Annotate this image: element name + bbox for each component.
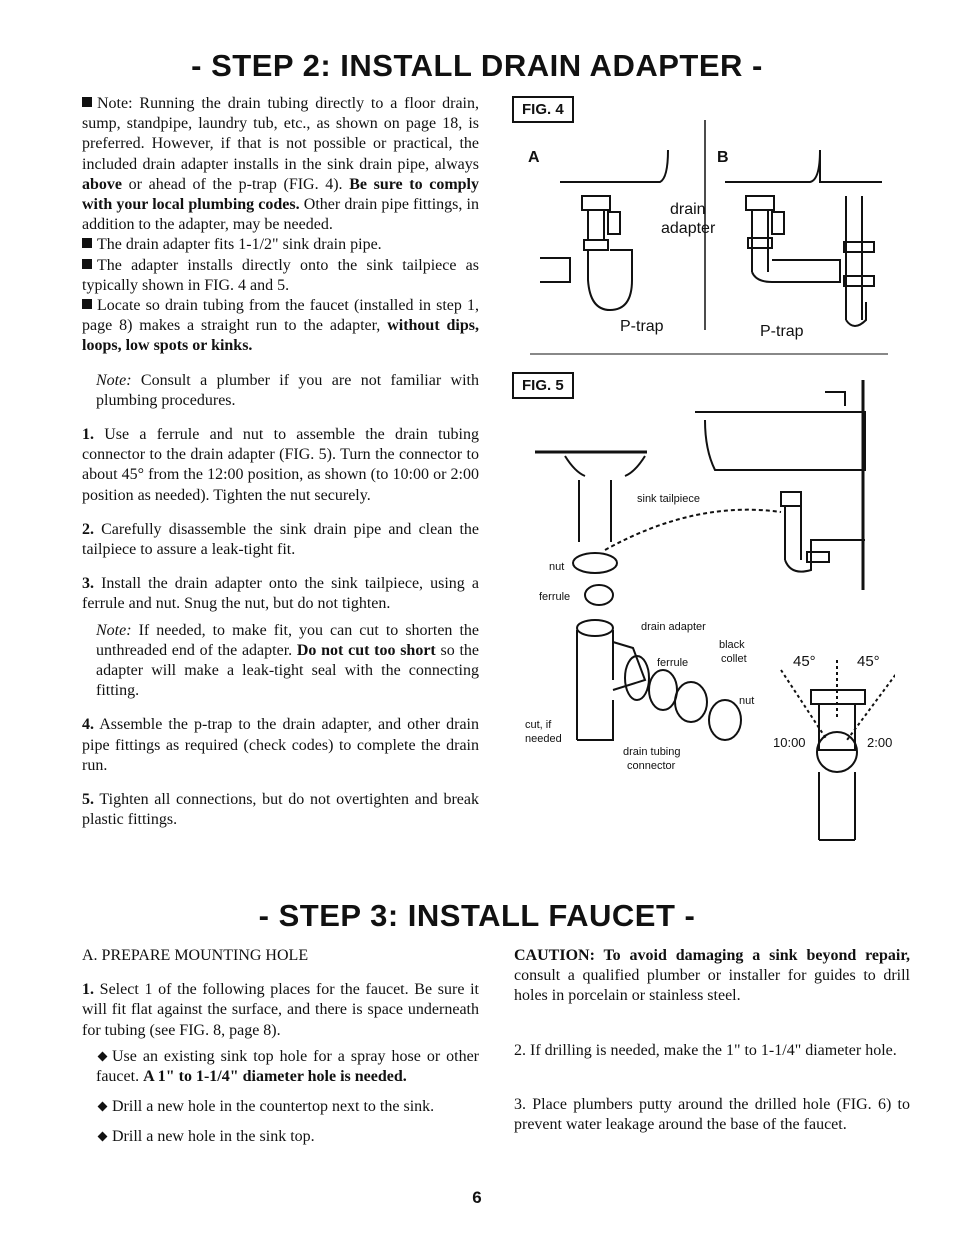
caution-paragraph: CAUTION: To avoid damaging a sink beyond repair, consult a qualified plumber or installer for guides to drill holes in porcelain or stainless steel. xyxy=(514,947,910,1005)
fig5-ten: 10:00 xyxy=(773,735,806,750)
fig4-label: FIG. 4 xyxy=(512,96,574,123)
bullet-installs: The adapter installs directly onto the sink tailpiece as typically shown in FIG. 4 and 5. xyxy=(82,256,479,294)
fig5-two: 2:00 xyxy=(867,735,893,750)
fig4-ptrap-a-label: P-trap xyxy=(620,318,664,335)
fig5-nut xyxy=(573,553,617,573)
fig5-needed-label: needed xyxy=(525,733,562,745)
note-paragraph: Note: Running the drain tubing directly to a floor drain, sump, standpipe, laundry tub, etc., as shown on page 18, is preferred. However, if that is not possible or practical, the included drain adapter installs in the sink drain pipe, always above or ahead of the p-trap (FIG. 4). Be sure to comply with your local plumbing codes. Other drain pipe fittings, in addition to the adapter, may be needed. xyxy=(82,95,479,234)
fig5-deg-right: 45° xyxy=(857,653,880,670)
step3-item-3: 3. Place plumbers putty around the drilled hole (FIG. 6) to prevent water leakage around the base of the faucet. xyxy=(514,1095,910,1134)
step3-title: - STEP 3: INSTALL FAUCET - xyxy=(258,898,696,933)
fig5-ferrule xyxy=(585,585,613,605)
fig5-sink-bowl xyxy=(695,412,865,470)
bullet-square xyxy=(82,97,92,107)
fig4-ptrap-b-label: P-trap xyxy=(760,323,804,340)
fig5-black-label: black xyxy=(719,639,745,651)
fig5-nut2-label: nut xyxy=(739,695,755,707)
option-sink-top: Drill a new hole in the sink top. xyxy=(82,1127,479,1147)
fig5-ferrule2-label: ferrule xyxy=(657,657,689,669)
fig5-faucet xyxy=(825,392,845,406)
fig4a-sink-bottom xyxy=(560,150,668,182)
page-number: 6 xyxy=(472,1188,482,1207)
step3-item-2: 2. If drilling is needed, make the 1" to 1-1/4" diameter hole. xyxy=(514,1041,897,1059)
step2-title: - STEP 2: INSTALL DRAIN ADAPTER - xyxy=(191,48,763,83)
fig5-drain-adapter-label: drain adapter xyxy=(641,621,706,633)
prepare-mounting-heading: A. PREPARE MOUNTING HOLE xyxy=(82,947,309,964)
fig4a-adapter-side xyxy=(608,212,620,234)
step2-item-5: 5. Tighten all connections, but do not overtighten and break plastic fittings. xyxy=(82,791,479,829)
step2-item-1: 1. Use a ferrule and nut to assemble the drain tubing connector to the drain adapter (FIG. 5). Turn the connector to about 45° from the 12:00 position, as shown (to 10:00 or 2:00 position as needed). Tighten the nut securely. xyxy=(82,426,479,504)
fig4-a-label: A xyxy=(528,149,540,166)
fig5-cut-label: cut, if xyxy=(525,719,552,731)
step2-item-2: 2. Carefully disassemble the sink drain pipe and clean the tailpiece to assure a leak-tight fit. xyxy=(82,520,479,559)
step3-item-1: 1. Select 1 of the following places for the faucet. Be sure it will fit flat against the surface, and there is space underneath for tubing (see FIG. 8, page 8). xyxy=(82,981,479,1039)
fig4b-sink-bottom xyxy=(725,150,882,182)
diamond-bullet-icon xyxy=(98,1051,108,1061)
step3-left-column xyxy=(82,946,479,1148)
option-countertop: Drill a new hole in the countertop next to the sink. xyxy=(82,1097,479,1117)
fig4-adapter-label: adapter xyxy=(661,220,716,237)
fig5-connector-label: connector xyxy=(627,760,676,772)
diamond-bullet-icon xyxy=(98,1102,108,1112)
fig4b-nut xyxy=(746,196,774,210)
fig5-diagram xyxy=(515,380,895,850)
diamond-bullet-icon xyxy=(98,1132,108,1142)
fig5-collet-label: collet xyxy=(721,653,747,665)
plumber-note: Note: Consult a plumber if you are not familiar with plumbing procedures. xyxy=(96,371,479,409)
cut-note: Note: If needed, to make fit, you can cut to shorten the unthreaded end of the adapter. Do not cut too short so the adapter will make a leak-tight seal with the connecting fitting. xyxy=(96,621,479,700)
fig5-ferrule-label: ferrule xyxy=(539,591,571,603)
fig5-deg-left: 45° xyxy=(793,653,816,670)
step2-item-4: 4. Assemble the p-trap to the drain adapter, and other drain pipe fittings as required (check codes) to complete the drain run. xyxy=(82,716,479,774)
fig5-drain-tubing-label: drain tubing xyxy=(623,746,681,758)
fig4-b-label: B xyxy=(717,149,729,166)
fig5-nut-label: nut xyxy=(549,561,565,573)
fig4-diagram xyxy=(510,120,890,360)
step2-left-column xyxy=(82,94,479,831)
step3-right-column xyxy=(514,946,910,1135)
fig4a-nut xyxy=(582,196,610,210)
option-existing-hole: Use an existing sink top hole for a spray hose or other faucet. A 1" to 1-1/4" diameter hole is needed. xyxy=(96,1047,479,1086)
fig5-sink-tailpiece: sink tailpiece xyxy=(637,493,700,505)
step2-item-3: 3. Install the drain adapter onto the sink tailpiece, using a ferrule and nut. Snug the nut, but do not tighten. xyxy=(82,575,479,613)
fig5-label: FIG. 5 xyxy=(512,372,574,399)
bullet-fits: The drain adapter fits 1-1/2" sink drain pipe. xyxy=(82,235,479,255)
fig4-drain-label: drain xyxy=(670,201,706,218)
fig4a-ptrap xyxy=(588,250,632,310)
bullet-locate: Locate so drain tubing from the faucet (installed in step 1, page 8) makes a straight run to the adapter, without dips, loops, low spots or kinks. xyxy=(82,297,480,355)
